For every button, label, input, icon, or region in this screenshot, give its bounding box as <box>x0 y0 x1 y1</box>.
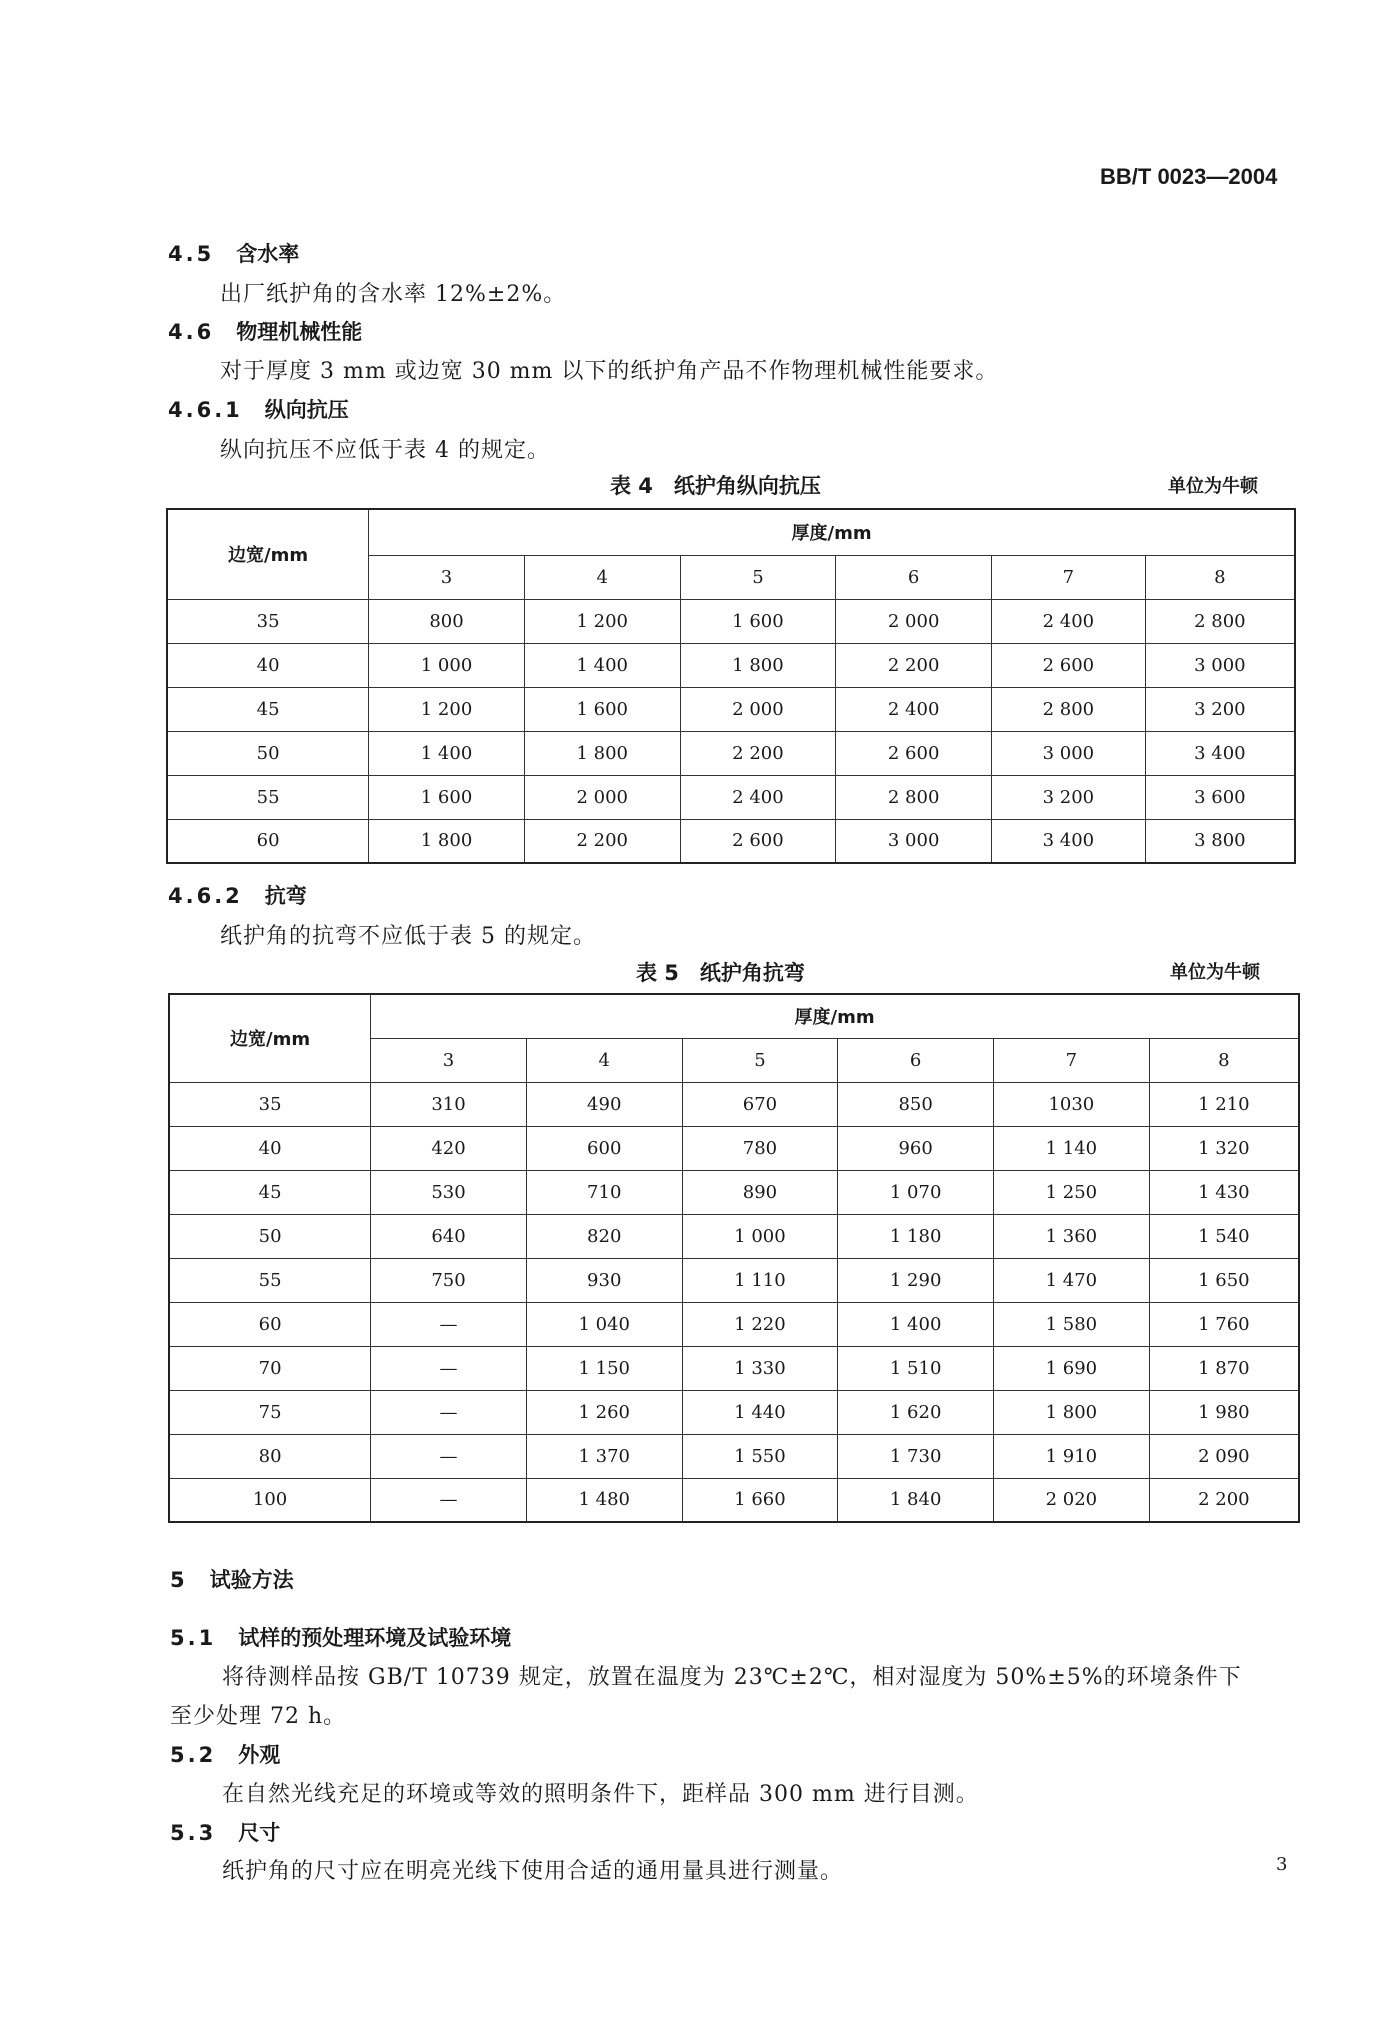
table-cell: 530 <box>371 1170 527 1214</box>
column-header-cell: 6 <box>836 555 992 599</box>
section-title: 尺寸 <box>238 1821 281 1845</box>
section-4-6-text: 对于厚度 3 mm 或边宽 30 mm 以下的纸护角产品不作物理机械性能要求。 <box>220 359 999 384</box>
table-cell: 40 <box>167 643 369 687</box>
table-cell: 35 <box>169 1082 371 1126</box>
table-cell: 3 000 <box>1145 643 1295 687</box>
table-cell: 1 220 <box>682 1302 838 1346</box>
table-cell: 50 <box>169 1214 371 1258</box>
section-title: 外观 <box>238 1743 281 1767</box>
table-cell: 310 <box>371 1082 527 1126</box>
column-header-cell: 4 <box>524 555 680 599</box>
table-4-caption: 表 4 纸护角纵向抗压 <box>610 474 821 498</box>
section-5-1-text-line1: 将待测样品按 GB/T 10739 规定，放置在温度为 23℃±2℃，相对湿度为 50%±5%的环境条件下 <box>222 1665 1242 1690</box>
column-header-cell: 5 <box>680 555 836 599</box>
table-cell: 1 600 <box>369 775 525 819</box>
table-cell: 490 <box>526 1082 682 1126</box>
table-cell: 1 980 <box>1149 1390 1299 1434</box>
section-4-6-2-text: 纸护角的抗弯不应低于表 5 的规定。 <box>220 924 596 949</box>
table-cell: 1 800 <box>993 1390 1149 1434</box>
section-title: 试样的预处理环境及试验环境 <box>238 1626 512 1650</box>
table-cell: 55 <box>169 1258 371 1302</box>
section-number: 4.6 <box>168 320 215 344</box>
table-cell: 750 <box>371 1258 527 1302</box>
table-cell: 1 840 <box>838 1478 994 1522</box>
table-cell: 2 600 <box>991 643 1145 687</box>
column-header-cell: 7 <box>991 555 1145 599</box>
section-number: 4.6.2 <box>168 884 243 908</box>
table-cell: 1 690 <box>993 1346 1149 1390</box>
table-header-row <box>169 994 1299 1038</box>
section-4-6-1-heading <box>168 394 349 424</box>
table-cell: — <box>371 1346 527 1390</box>
table-5 <box>168 993 1300 1523</box>
table-cell: 1 330 <box>682 1346 838 1390</box>
table-row <box>169 1258 1299 1302</box>
section-4-6-2-heading <box>168 880 307 910</box>
table-cell: 2 020 <box>993 1478 1149 1522</box>
table-cell: 50 <box>167 731 369 775</box>
table-row <box>169 1346 1299 1390</box>
table-cell: 780 <box>682 1126 838 1170</box>
table-cell: 2 200 <box>680 731 836 775</box>
table-cell: 600 <box>526 1126 682 1170</box>
table-cell: 1 730 <box>838 1434 994 1478</box>
table-cell: 1 510 <box>838 1346 994 1390</box>
table-cell: 60 <box>169 1302 371 1346</box>
table-row <box>167 599 1295 643</box>
table-cell: 2 000 <box>680 687 836 731</box>
section-4-5-text: 出厂纸护角的含水率 12%±2%。 <box>220 282 567 307</box>
table-cell: 70 <box>169 1346 371 1390</box>
table-cell: 3 600 <box>1145 775 1295 819</box>
table-row <box>169 1390 1299 1434</box>
table-cell: 45 <box>167 687 369 731</box>
table-cell: 3 400 <box>991 819 1145 863</box>
table-cell: 1 360 <box>993 1214 1149 1258</box>
table-cell: 2 800 <box>991 687 1145 731</box>
section-number: 5.2 <box>170 1743 217 1767</box>
table-5-unit: 单位为牛顿 <box>1170 962 1260 983</box>
table-cell: 2 090 <box>1149 1434 1299 1478</box>
table-cell: 820 <box>526 1214 682 1258</box>
table-cell: 40 <box>169 1126 371 1170</box>
table-cell: 1 250 <box>993 1170 1149 1214</box>
table-cell: 55 <box>167 775 369 819</box>
table-row <box>169 1126 1299 1170</box>
table-row <box>169 1302 1299 1346</box>
table-cell: 3 000 <box>991 731 1145 775</box>
table-cell: 670 <box>682 1082 838 1126</box>
standard-code: BB/T 0023—2004 <box>1100 164 1278 189</box>
table-cell: 2 600 <box>680 819 836 863</box>
table-cell: 1030 <box>993 1082 1149 1126</box>
table-cell: 1 210 <box>1149 1082 1299 1126</box>
table-cell: 3 400 <box>1145 731 1295 775</box>
table-cell: 1 000 <box>682 1214 838 1258</box>
section-4-5-heading <box>168 238 299 268</box>
section-number: 5.3 <box>170 1821 217 1845</box>
table-cell: — <box>371 1478 527 1522</box>
table-cell: 1 440 <box>682 1390 838 1434</box>
table-cell: 1 870 <box>1149 1346 1299 1390</box>
table-cell: 80 <box>169 1434 371 1478</box>
column-header-cell: 5 <box>682 1038 838 1082</box>
table-cell: 1 540 <box>1149 1214 1299 1258</box>
table-cell: 1 650 <box>1149 1258 1299 1302</box>
section-title: 试验方法 <box>209 1568 294 1592</box>
row-header-cell: 边宽/mm <box>169 994 371 1082</box>
table-cell: 1 800 <box>524 731 680 775</box>
section-5-3-text: 纸护角的尺寸应在明亮光线下使用合适的通用量具进行测量。 <box>222 1859 844 1884</box>
table-cell: 1 290 <box>838 1258 994 1302</box>
column-header-cell: 6 <box>838 1038 994 1082</box>
table-cell: 3 200 <box>1145 687 1295 731</box>
table-cell: 1 620 <box>838 1390 994 1434</box>
column-header-cell: 8 <box>1145 555 1295 599</box>
table-cell: 100 <box>169 1478 371 1522</box>
table-cell: 2 400 <box>836 687 992 731</box>
table-header-row <box>167 509 1295 555</box>
section-number: 5 <box>170 1568 188 1592</box>
table-cell: 2 800 <box>836 775 992 819</box>
table-cell: 1 600 <box>524 687 680 731</box>
table-cell: 1 320 <box>1149 1126 1299 1170</box>
section-title: 纵向抗压 <box>264 398 349 422</box>
table-row <box>169 1478 1299 1522</box>
table-cell: 710 <box>526 1170 682 1214</box>
table-cell: 1 260 <box>526 1390 682 1434</box>
table-cell: 2 200 <box>1149 1478 1299 1522</box>
table-cell: 1 910 <box>993 1434 1149 1478</box>
table-cell: — <box>371 1434 527 1478</box>
table-row <box>169 1434 1299 1478</box>
table-cell: 1 580 <box>993 1302 1149 1346</box>
table-cell: 1 200 <box>524 599 680 643</box>
table-cell: 2 200 <box>836 643 992 687</box>
table-row <box>169 1214 1299 1258</box>
section-5-3-heading <box>170 1817 280 1847</box>
table-cell: 1 040 <box>526 1302 682 1346</box>
column-header-cell: 3 <box>369 555 525 599</box>
table-cell: 2 400 <box>991 599 1145 643</box>
table-cell: 2 800 <box>1145 599 1295 643</box>
table-cell: 2 400 <box>680 775 836 819</box>
table-cell: 3 200 <box>991 775 1145 819</box>
section-title: 抗弯 <box>264 884 307 908</box>
table-cell: 1 400 <box>369 731 525 775</box>
table-row <box>167 687 1295 731</box>
table-cell: 1 760 <box>1149 1302 1299 1346</box>
table-cell: 2 000 <box>524 775 680 819</box>
table-cell: 960 <box>838 1126 994 1170</box>
table-cell: 1 550 <box>682 1434 838 1478</box>
table-cell: 1 200 <box>369 687 525 731</box>
table-cell: 640 <box>371 1214 527 1258</box>
table-row <box>169 1082 1299 1126</box>
table-4-unit: 单位为牛顿 <box>1168 476 1258 497</box>
table-cell: 1 140 <box>993 1126 1149 1170</box>
section-5-1-text-line2: 至少处理 72 h。 <box>170 1704 347 1729</box>
table-cell: 3 800 <box>1145 819 1295 863</box>
table-cell: 1 000 <box>369 643 525 687</box>
table-cell: 1 180 <box>838 1214 994 1258</box>
table-cell: 890 <box>682 1170 838 1214</box>
table-cell: 2 200 <box>524 819 680 863</box>
table-cell: — <box>371 1390 527 1434</box>
table-4 <box>166 508 1296 864</box>
section-number: 5.1 <box>170 1626 217 1650</box>
column-header-cell: 3 <box>371 1038 527 1082</box>
table-cell: 1 660 <box>682 1478 838 1522</box>
table-cell: 930 <box>526 1258 682 1302</box>
table-cell: 1 800 <box>680 643 836 687</box>
table-cell: 1 400 <box>838 1302 994 1346</box>
section-5-heading <box>170 1564 294 1594</box>
group-header-cell: 厚度/mm <box>369 509 1295 555</box>
table-cell: 45 <box>169 1170 371 1214</box>
page-number: 3 <box>1276 1854 1288 1875</box>
section-number: 4.6.1 <box>168 398 243 422</box>
table-cell: 2 000 <box>836 599 992 643</box>
section-5-2-heading <box>170 1739 280 1769</box>
table-cell: 35 <box>167 599 369 643</box>
table-cell: 1 600 <box>680 599 836 643</box>
table-row <box>167 643 1295 687</box>
table-row <box>167 775 1295 819</box>
group-header-cell: 厚度/mm <box>371 994 1299 1038</box>
column-header-cell: 7 <box>993 1038 1149 1082</box>
section-title: 含水率 <box>236 242 300 266</box>
table-cell: 1 800 <box>369 819 525 863</box>
table-cell: 60 <box>167 819 369 863</box>
column-header-cell: 8 <box>1149 1038 1299 1082</box>
section-5-1-heading <box>170 1622 511 1652</box>
table-cell: 800 <box>369 599 525 643</box>
section-number: 4.5 <box>168 242 215 266</box>
section-4-6-1-text: 纵向抗压不应低于表 4 的规定。 <box>220 438 550 463</box>
table-cell: 75 <box>169 1390 371 1434</box>
table-row <box>169 1170 1299 1214</box>
table-cell: 1 480 <box>526 1478 682 1522</box>
table-5-caption: 表 5 纸护角抗弯 <box>636 961 805 985</box>
table-row <box>167 731 1295 775</box>
table-cell: 1 110 <box>682 1258 838 1302</box>
table-cell: 1 150 <box>526 1346 682 1390</box>
row-header-cell: 边宽/mm <box>167 509 369 599</box>
table-cell: 420 <box>371 1126 527 1170</box>
table-cell: — <box>371 1302 527 1346</box>
table-cell: 1 370 <box>526 1434 682 1478</box>
table-cell: 1 400 <box>524 643 680 687</box>
table-cell: 2 600 <box>836 731 992 775</box>
section-title: 物理机械性能 <box>236 320 363 344</box>
column-header-cell: 4 <box>526 1038 682 1082</box>
table-cell: 1 430 <box>1149 1170 1299 1214</box>
table-cell: 3 000 <box>836 819 992 863</box>
section-5-2-text: 在自然光线充足的环境或等效的照明条件下，距样品 300 mm 进行目测。 <box>222 1782 979 1807</box>
table-cell: 1 470 <box>993 1258 1149 1302</box>
table-cell: 850 <box>838 1082 994 1126</box>
section-4-6-heading <box>168 316 362 346</box>
table-cell: 1 070 <box>838 1170 994 1214</box>
table-row <box>167 819 1295 863</box>
